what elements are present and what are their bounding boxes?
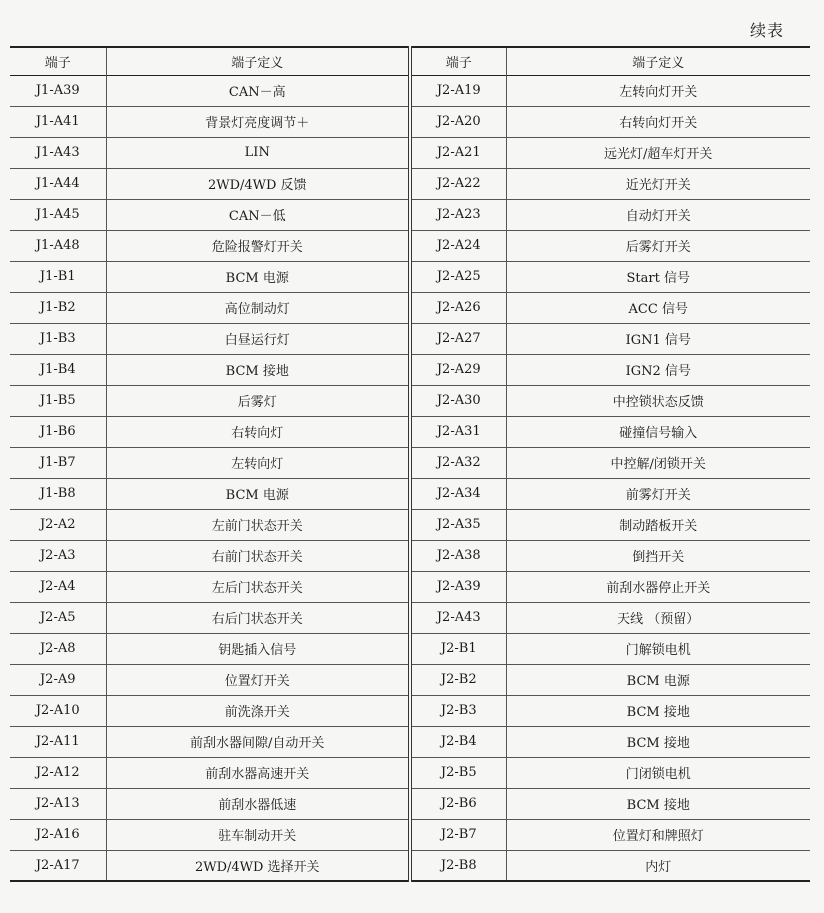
pin-right-cell: J2-A20	[410, 106, 506, 137]
pin-right-cell: J2-B5	[410, 757, 506, 788]
pin-right-cell: J2-B4	[410, 726, 506, 757]
header-definition-right: 端子定义	[506, 47, 810, 75]
pin-right-cell: J2-A38	[410, 540, 506, 571]
pin-right-cell: J2-A19	[410, 75, 506, 106]
definition-left-cell: 左后门状态开关	[106, 571, 410, 602]
table-row	[10, 230, 810, 261]
table-row	[10, 602, 810, 633]
pin-right-cell: J2-A34	[410, 478, 506, 509]
definition-left-cell: BCM 电源	[106, 478, 410, 509]
pin-right-cell: J2-A29	[410, 354, 506, 385]
pin-right-cell: J2-B3	[410, 695, 506, 726]
table-row	[10, 168, 810, 199]
table-row	[10, 664, 810, 695]
definition-right-cell: 门解锁电机	[506, 633, 810, 664]
pin-right-cell: J2-B8	[410, 850, 506, 881]
definition-right-cell: BCM 接地	[506, 726, 810, 757]
table-row	[10, 788, 810, 819]
table-row	[10, 478, 810, 509]
definition-right-cell: IGN2 信号	[506, 354, 810, 385]
definition-right-cell: IGN1 信号	[506, 323, 810, 354]
table-row	[10, 385, 810, 416]
definition-right-cell: 自动灯开关	[506, 199, 810, 230]
definition-left-cell: 2WD/4WD 选择开关	[106, 850, 410, 881]
table-row	[10, 695, 810, 726]
pin-right-cell: J2-A39	[410, 571, 506, 602]
definition-right-cell: 前雾灯开关	[506, 478, 810, 509]
pin-left-cell: J2-A9	[39, 672, 76, 687]
table-row	[10, 726, 810, 757]
header-definition-left: 端子定义	[106, 47, 410, 75]
pin-right-cell: J2-A23	[410, 199, 506, 230]
table-row	[10, 819, 810, 850]
table-row	[10, 850, 810, 881]
table-row	[10, 292, 810, 323]
pin-definition-table	[10, 46, 810, 882]
pin-right-cell: J2-A32	[410, 447, 506, 478]
definition-left-cell: 左转向灯	[106, 447, 410, 478]
table-row	[10, 447, 810, 478]
definition-left-cell: 钥匙插入信号	[106, 633, 410, 664]
definition-right-cell: 天线 （预留）	[506, 602, 810, 633]
pin-right-cell: J2-A27	[410, 323, 506, 354]
pin-left-cell: J1-A39	[35, 83, 80, 98]
table-header-row	[10, 47, 810, 75]
table-row	[10, 633, 810, 664]
pin-left-cell: J1-A48	[35, 238, 80, 253]
definition-right-cell: 近光灯开关	[506, 168, 810, 199]
definition-right-cell: BCM 接地	[506, 695, 810, 726]
pin-right-cell: J2-A26	[410, 292, 506, 323]
pin-left-cell: J2-A17	[35, 857, 80, 873]
table-row	[10, 106, 810, 137]
header-pin-left: 端子	[44, 55, 71, 71]
table-row	[10, 354, 810, 385]
table-row	[10, 261, 810, 292]
definition-right-cell: 门闭锁电机	[506, 757, 810, 788]
definition-right-cell: 右转向灯开关	[506, 106, 810, 137]
table-row	[10, 571, 810, 602]
pin-right-cell: J2-A22	[410, 168, 506, 199]
pin-left-cell: J1-B7	[39, 455, 76, 470]
pin-left-cell: J1-B6	[39, 424, 76, 439]
definition-left-cell: 前刮水器间隙/自动开关	[106, 726, 410, 757]
table-row	[10, 416, 810, 447]
pin-left-cell: J1-B2	[39, 300, 76, 315]
continued-label: 续表	[749, 21, 784, 40]
pin-right-cell: J2-B2	[410, 664, 506, 695]
table-row	[10, 75, 810, 106]
definition-right-cell: 制动踏板开关	[506, 509, 810, 540]
definition-left-cell: 右转向灯	[106, 416, 410, 447]
pin-left-cell: J1-B5	[39, 393, 76, 408]
definition-left-cell: 驻车制动开关	[106, 819, 410, 850]
pin-left-cell: J2-A4	[39, 579, 76, 594]
pin-right-cell: J2-B6	[410, 788, 506, 819]
pin-right-cell: J2-A35	[410, 509, 506, 540]
pin-right-cell: J2-A24	[410, 230, 506, 261]
table-row	[10, 509, 810, 540]
table-row	[10, 323, 810, 354]
definition-right-cell: 位置灯和牌照灯	[506, 819, 810, 850]
pin-left-cell: J1-B3	[39, 331, 76, 346]
definition-right-cell: BCM 接地	[506, 788, 810, 819]
header-pin-right: 端子	[410, 47, 506, 75]
pin-left-cell: J2-A16	[35, 827, 80, 842]
table-row	[10, 137, 810, 168]
pin-left-cell: J2-A12	[35, 765, 80, 780]
pin-left-cell: J2-A2	[39, 517, 76, 532]
definition-left-cell: LIN	[106, 137, 410, 168]
definition-left-cell: 2WD/4WD 反馈	[106, 168, 410, 199]
pin-left-cell: J2-A13	[35, 796, 80, 811]
definition-right-cell: 远光灯/超车灯开关	[506, 137, 810, 168]
pin-left-cell: J1-B4	[39, 362, 76, 377]
definition-right-cell: BCM 电源	[506, 664, 810, 695]
definition-right-cell: 后雾灯开关	[506, 230, 810, 261]
definition-right-cell: 中控锁状态反馈	[506, 385, 810, 416]
pin-left-cell: J1-A43	[35, 145, 80, 160]
pin-left-cell: J1-B8	[39, 486, 76, 501]
table-row	[10, 540, 810, 571]
pin-left-cell: J1-A44	[35, 176, 80, 191]
pin-right-cell: J2-B1	[410, 633, 506, 664]
definition-left-cell: 前刮水器低速	[106, 788, 410, 819]
definition-left-cell: 前刮水器高速开关	[106, 757, 410, 788]
table-body	[10, 75, 810, 881]
pin-left-cell: J2-A5	[39, 610, 76, 625]
pin-left-cell: J1-A41	[35, 114, 80, 129]
definition-left-cell: BCM 电源	[106, 261, 410, 292]
definition-right-cell: 前刮水器停止开关	[506, 571, 810, 602]
definition-left-cell: CAN－高	[106, 75, 410, 106]
table-row	[10, 199, 810, 230]
definition-left-cell: 前洗涤开关	[106, 695, 410, 726]
pin-right-cell: J2-A30	[410, 385, 506, 416]
definition-left-cell: 后雾灯	[106, 385, 410, 416]
pin-left-cell: J1-B1	[39, 269, 76, 284]
pin-right-cell: J2-A25	[410, 261, 506, 292]
pin-left-cell: J2-A10	[35, 703, 80, 718]
pin-left-cell: J1-A45	[35, 207, 80, 222]
definition-left-cell: 位置灯开关	[106, 664, 410, 695]
table-row	[10, 757, 810, 788]
definition-left-cell: BCM 接地	[106, 354, 410, 385]
definition-left-cell: 背景灯亮度调节＋	[106, 106, 410, 137]
pin-left-cell: J2-A3	[39, 548, 76, 563]
definition-right-cell: Start 信号	[506, 261, 810, 292]
definition-right-cell: 碰撞信号输入	[506, 416, 810, 447]
definition-left-cell: CAN－低	[106, 199, 410, 230]
definition-right-cell: 倒挡开关	[506, 540, 810, 571]
pin-right-cell: J2-B7	[410, 819, 506, 850]
definition-left-cell: 右前门状态开关	[106, 540, 410, 571]
pin-left-cell: J2-A8	[39, 641, 76, 656]
definition-right-cell: 左转向灯开关	[506, 75, 810, 106]
pin-right-cell: J2-A43	[410, 602, 506, 633]
definition-right-cell: 内灯	[506, 850, 810, 881]
definition-left-cell: 高位制动灯	[106, 292, 410, 323]
definition-left-cell: 危险报警灯开关	[106, 230, 410, 261]
pin-right-cell: J2-A21	[410, 137, 506, 168]
definition-right-cell: 中控解/闭锁开关	[506, 447, 810, 478]
pin-left-cell: J2-A11	[35, 734, 80, 749]
definition-left-cell: 白昼运行灯	[106, 323, 410, 354]
definition-right-cell: ACC 信号	[506, 292, 810, 323]
definition-left-cell: 右后门状态开关	[106, 602, 410, 633]
definition-left-cell: 左前门状态开关	[106, 509, 410, 540]
pin-right-cell: J2-A31	[410, 416, 506, 447]
